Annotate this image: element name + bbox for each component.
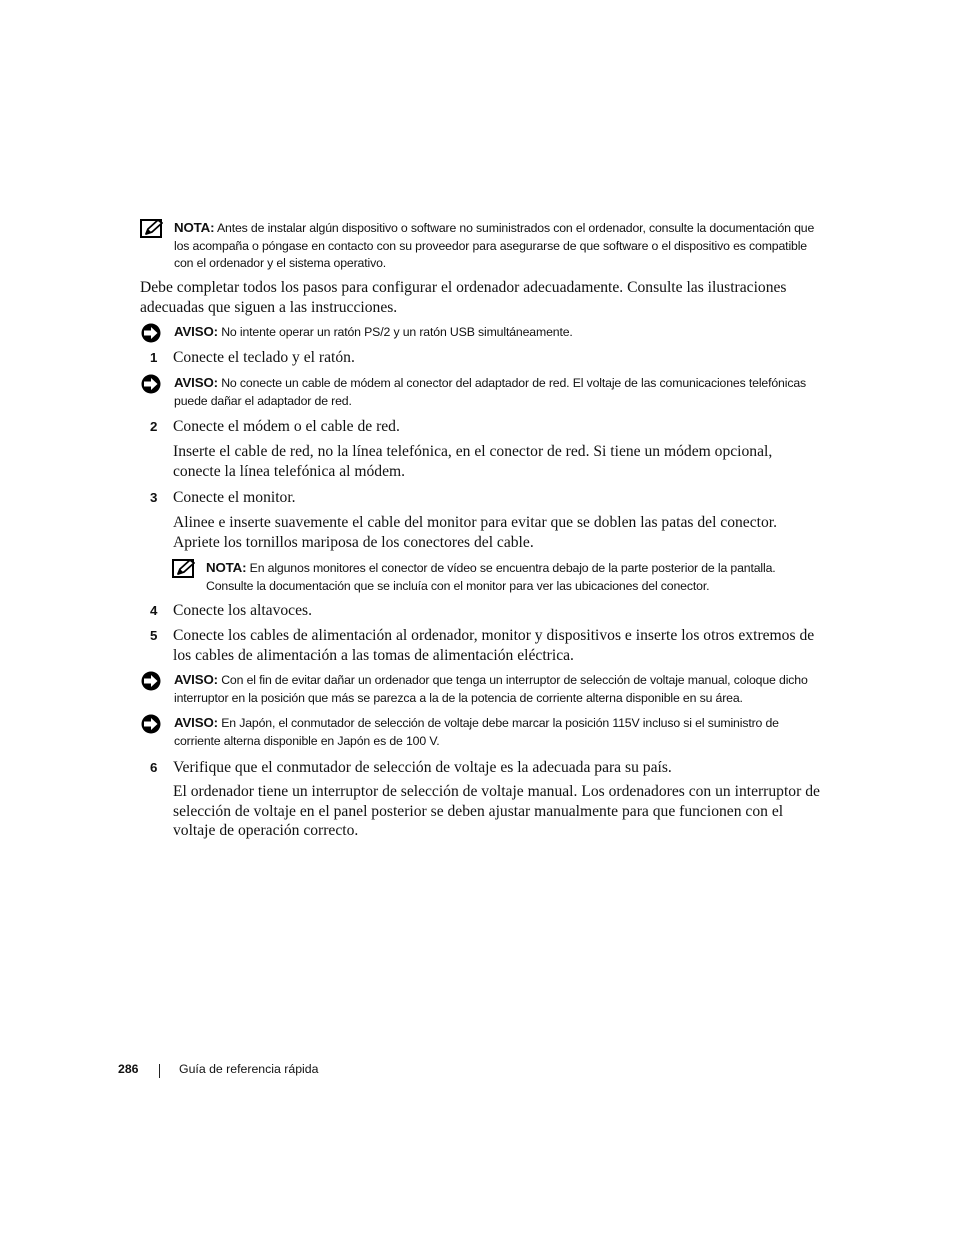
step-3-detail: Alinee e inserte suavemente el cable del monitor para evitar que se doblen las patas del conector. Apriete los tornillos mariposa de los conectores del cable. xyxy=(173,514,778,551)
step-text: Conecte el módem o el cable de red. xyxy=(173,418,400,435)
arrow-circle-icon xyxy=(140,374,164,394)
intro-paragraph: Debe completar todos los pasos para configurar el ordenador adecuadamente. Consulte las ilustraciones adecuadas que siguen a las instrucciones. xyxy=(140,279,787,316)
note-text: En algunos monitores el conector de vídeo se encuentra debajo de la parte posterior de la pantalla. Consulte la documentación que se incluía con el monitor para ver las ubicaciones del conector. xyxy=(206,561,776,593)
step-6-detail: El ordenador tiene un interruptor de selección de voltaje manual. Los ordenadores con un interruptor de selección de voltaje en el panel posterior se deben ajustar manualmente para que funcionen con el voltaje de operación correcto. xyxy=(173,783,820,839)
step-6 xyxy=(140,758,820,778)
pencil-note-icon xyxy=(172,559,196,579)
pencil-note-icon xyxy=(140,219,164,239)
notice-label: AVISO: xyxy=(174,672,218,687)
notice-japan xyxy=(140,714,820,750)
notice-modem xyxy=(140,374,820,410)
step-number: 2 xyxy=(150,419,158,434)
notice-label: AVISO: xyxy=(174,715,218,730)
step-3 xyxy=(140,488,820,508)
note-text: Antes de instalar algún dispositivo o software no suministrados con el ordenador, consulte la documentación que los acompaña o póngase en contacto con su proveedor para asegurarse de que software o el dispositivo es compatible con el ordenador y el sistema operativo. xyxy=(174,221,815,270)
arrow-circle-icon xyxy=(140,323,164,343)
notice-text: No conecte un cable de módem al conector del adaptador de red. El voltaje de las comunicaciones telefónicas puede dañar el adaptador de red. xyxy=(174,376,807,408)
arrow-circle-icon xyxy=(140,714,164,734)
note-label: NOTA: xyxy=(174,220,215,235)
notice-voltage xyxy=(140,671,820,707)
step-4 xyxy=(140,601,820,621)
step-number: 1 xyxy=(150,350,158,365)
notice-text: No intente operar un ratón PS/2 y un ratón USB simultáneamente. xyxy=(221,325,573,339)
notice-mouse xyxy=(140,323,820,342)
step-2-detail: Inserte el cable de red, no la línea telefónica, en el conector de red. Si tiene un módem opcional, conecte la línea telefónica al módem. xyxy=(173,443,773,480)
step-text: Conecte el teclado y el ratón. xyxy=(173,349,355,366)
note-install xyxy=(140,219,820,273)
footer-separator xyxy=(159,1064,160,1078)
step-5 xyxy=(140,626,820,665)
step-2 xyxy=(140,417,820,437)
step-text: Conecte los cables de alimentación al ordenador, monitor y dispositivos e inserte los otros extremos de los cables de alimentación a las tomas de alimentación eléctrica. xyxy=(173,627,815,664)
step-number: 4 xyxy=(150,603,158,618)
notice-label: AVISO: xyxy=(174,375,218,390)
step-number: 5 xyxy=(150,628,158,643)
step-number: 3 xyxy=(150,490,158,505)
arrow-circle-icon xyxy=(140,671,164,691)
step-1 xyxy=(140,348,820,368)
notice-label: AVISO: xyxy=(174,324,218,339)
page-number: 286 xyxy=(118,1062,139,1076)
step-text: Conecte los altavoces. xyxy=(173,602,312,619)
note-label: NOTA: xyxy=(206,560,247,575)
footer-title: Guía de referencia rápida xyxy=(179,1062,319,1076)
note-monitor xyxy=(172,559,820,595)
notice-text: En Japón, el conmutador de selección de voltaje debe marcar la posición 115V incluso si el suministro de corriente alterna disponible en Japón es de 100 V. xyxy=(174,716,779,748)
notice-text: Con el fin de evitar dañar un ordenador que tenga un interruptor de selección de voltaje manual, coloque dicho interruptor en la posición que más se parezca a la de la potencia de corriente alterna disponible en su área. xyxy=(174,673,808,705)
step-number: 6 xyxy=(150,760,158,775)
step-text: Conecte el monitor. xyxy=(173,489,296,506)
step-text: Verifique que el conmutador de selección de voltaje es la adecuada para su país. xyxy=(173,759,672,776)
